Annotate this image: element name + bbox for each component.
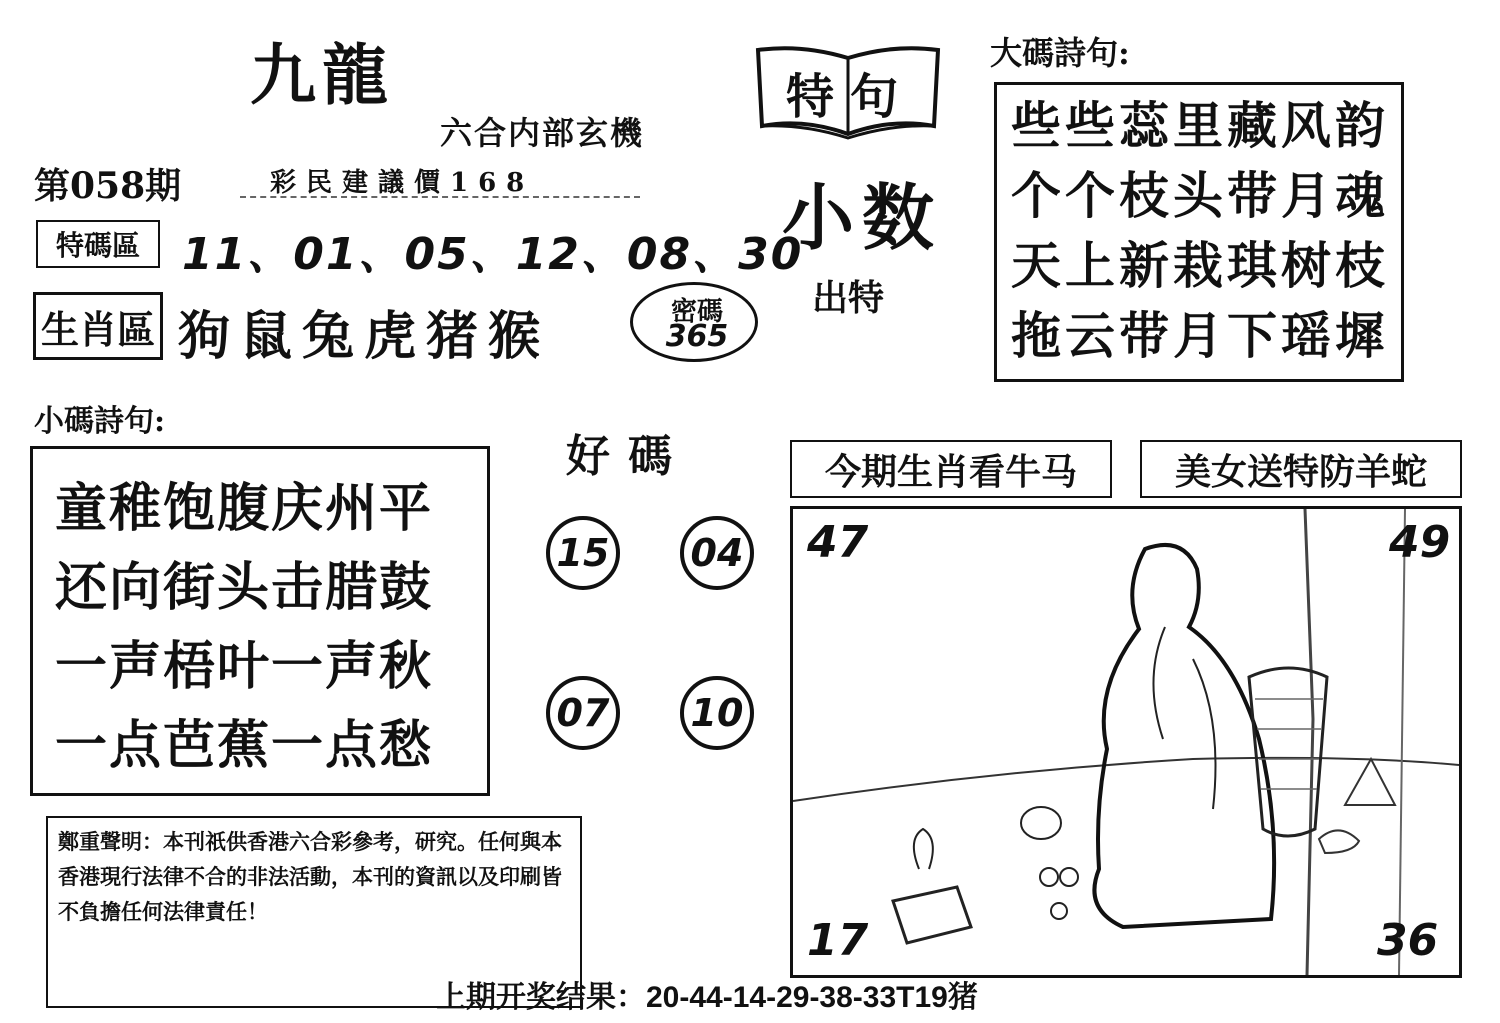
small-poem-line: 一点芭蕉一点愁 [55, 715, 434, 776]
tip-special: 美女送特防羊蛇 [1140, 440, 1462, 498]
price-note: 彩民建議價168 [270, 168, 535, 198]
password-stamp [630, 282, 758, 362]
corner-number-bottom-right: 36 [1377, 915, 1439, 966]
corner-number-top-left: 47 [807, 517, 869, 568]
price-underline [240, 196, 640, 198]
illustration-panel [790, 506, 1462, 978]
legal-disclaimer: 鄭重聲明：本刊祇供香港六合彩參考，研究。任何與本香港現行法律不合的非法活動，本刊的資訊以及印刷皆不負擔任何法律責任！ [46, 816, 582, 1008]
big-poem-line: 天上新栽琪树枝 [1011, 236, 1389, 295]
small-poem-title: 小碼詩句: [34, 404, 166, 439]
small-poem-box [30, 446, 490, 796]
shengxiao-zodiacs: 狗鼠兔虎猪猴 [178, 306, 551, 367]
big-poem-box [994, 82, 1404, 382]
tema-numbers: 11、01、05、12、08、30 [182, 229, 804, 280]
big-poem-line: 个个枝头带月魂 [1011, 166, 1389, 225]
haoma-ball: 10 [680, 676, 754, 750]
stamp-number: 365 [665, 319, 729, 354]
corner-number-bottom-left: 17 [807, 915, 869, 966]
brand-title: 九龍 [250, 36, 394, 114]
big-poem-line: 些些蕊里藏风韵 [1011, 96, 1389, 155]
stamp-label: 密碼 [670, 297, 723, 327]
small-poem-line: 还向街头击腊鼓 [55, 557, 434, 618]
last-draw-result: 上期开奖结果：20-44-14-29-38-33T19猪 [436, 981, 978, 1014]
big-poem-line: 拖云带月下瑶墀 [1011, 306, 1389, 365]
seated-sage-illustration [793, 509, 1459, 975]
small-poem-line: 童稚饱腹庆州平 [55, 478, 434, 539]
small-poem-line: 一声梧叶一声秋 [55, 636, 434, 697]
haoma-ball: 04 [680, 516, 754, 590]
big-poem-title: 大碼詩句: [990, 34, 1130, 72]
xiaoshu-heading: 小数 [782, 175, 943, 260]
subtitle: 六合内部玄機 [440, 114, 645, 152]
chute-label: 出特 [812, 277, 885, 319]
shengxiao-label: 生肖區 [33, 292, 163, 360]
corner-number-top-right: 49 [1389, 517, 1451, 568]
te-ju-heading: 特句 [785, 69, 914, 125]
haoma-ball: 15 [546, 516, 620, 590]
haoma-ball: 07 [546, 676, 620, 750]
tip-zodiac: 今期生肖看牛马 [790, 440, 1112, 498]
haoma-title: 好碼 [566, 431, 690, 482]
issue-number: 第058期 [34, 165, 182, 207]
tema-label: 特碼區 [36, 220, 160, 268]
